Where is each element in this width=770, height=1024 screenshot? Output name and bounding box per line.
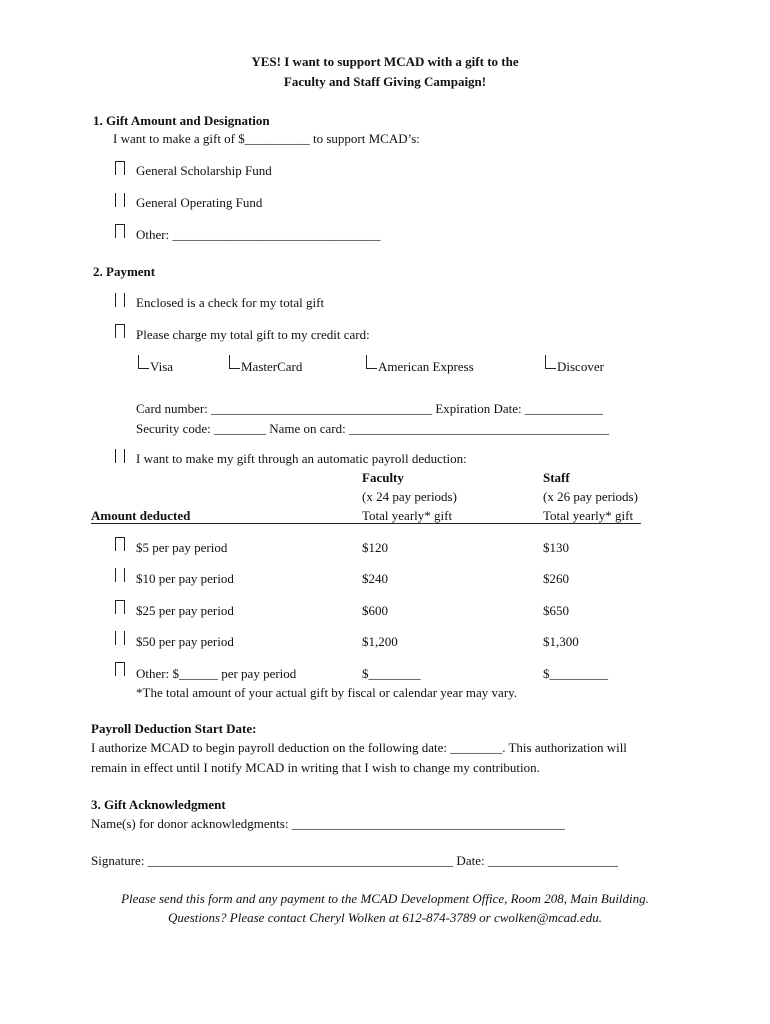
payroll-checkbox[interactable] xyxy=(115,449,125,463)
credit-card-label: Please charge my total gift to my credit card: xyxy=(136,327,370,342)
amex-checkbox[interactable] xyxy=(366,355,377,369)
row-faculty-total: $1,200 xyxy=(362,634,398,649)
row-amount: $10 per pay period xyxy=(136,571,234,586)
visa-checkbox[interactable] xyxy=(138,355,149,369)
check-checkbox[interactable] xyxy=(115,293,125,307)
section1-heading: 1. Gift Amount and Designation xyxy=(93,113,270,128)
staff-periods: (x 26 pay periods) xyxy=(543,489,638,504)
row-5-checkbox[interactable] xyxy=(115,537,125,551)
mastercard-label: MasterCard xyxy=(241,359,303,374)
faculty-header: Faculty xyxy=(362,470,404,485)
row-faculty-total: $240 xyxy=(362,571,388,586)
form-title-line1: YES! I want to support MCAD with a gift to the xyxy=(251,54,519,69)
row-faculty-total: $600 xyxy=(362,603,388,618)
operating-fund-label: General Operating Fund xyxy=(136,195,263,210)
row-amount-other[interactable]: Other: $______ per pay period xyxy=(136,666,297,681)
row-staff-total: $650 xyxy=(543,603,569,618)
footnote: *The total amount of your actual gift by fiscal or calendar year may vary. xyxy=(136,685,518,700)
gift-amount-line: I want to make a gift of $__________ to support MCAD’s: xyxy=(113,131,420,146)
discover-checkbox[interactable] xyxy=(545,355,556,369)
row-25-checkbox[interactable] xyxy=(115,600,125,614)
section3-heading: 3. Gift Acknowledgment xyxy=(91,797,226,812)
amount-deducted-header: Amount deducted xyxy=(91,508,191,523)
signature-line[interactable]: Signature: _______________________________________________ Date: ____________________ xyxy=(91,853,618,868)
payroll-start-heading: Payroll Deduction Start Date: xyxy=(91,721,257,736)
row-50-checkbox[interactable] xyxy=(115,631,125,645)
row-other-checkbox[interactable] xyxy=(115,662,125,676)
section2-heading: 2. Payment xyxy=(93,264,156,279)
card-number-line[interactable]: Card number: __________________________________ Expiration Date: ____________ xyxy=(136,401,603,416)
security-code-line[interactable]: Security code: ________ Name on card: ________________________________________ xyxy=(136,421,609,436)
operating-fund-checkbox[interactable] xyxy=(115,193,125,207)
row-staff-total: $1,300 xyxy=(543,634,579,649)
row-amount: $50 per pay period xyxy=(136,634,234,649)
faculty-total-header: Total yearly* gift xyxy=(362,508,453,523)
row-staff-other[interactable]: $_________ xyxy=(543,666,608,681)
staff-header: Staff xyxy=(543,470,570,485)
scholarship-fund-checkbox[interactable] xyxy=(115,161,125,175)
check-label: Enclosed is a check for my total gift xyxy=(136,295,325,310)
donor-names-line[interactable]: Name(s) for donor acknowledgments: __________________________________________ xyxy=(91,816,565,831)
credit-card-checkbox[interactable] xyxy=(115,324,125,338)
faculty-periods: (x 24 pay periods) xyxy=(362,489,457,504)
form-title-line2: Faculty and Staff Giving Campaign! xyxy=(283,74,487,89)
row-amount: $25 per pay period xyxy=(136,603,234,618)
payroll-label: I want to make my gift through an automatic payroll deduction: xyxy=(136,451,467,466)
row-faculty-total: $120 xyxy=(362,540,388,555)
row-10-checkbox[interactable] xyxy=(115,568,125,582)
row-staff-total: $260 xyxy=(543,571,569,586)
payroll-authorization-line2: remain in effect until I notify MCAD in writing that I wish to change my contribution. xyxy=(91,760,540,775)
table-header-rule xyxy=(91,523,641,524)
row-amount: $5 per pay period xyxy=(136,540,228,555)
amex-label: American Express xyxy=(378,359,474,374)
mastercard-checkbox[interactable] xyxy=(229,355,240,369)
row-faculty-other[interactable]: $________ xyxy=(362,666,421,681)
discover-label: Discover xyxy=(557,359,604,374)
payroll-authorization-line1[interactable]: I authorize MCAD to begin payroll deduction on the following date: ________. This authorization will xyxy=(91,740,627,755)
visa-label: Visa xyxy=(150,359,174,374)
footer-contact: Questions? Please contact Cheryl Wolken at 612-874-3789 or cwolken@mcad.edu. xyxy=(168,910,602,925)
footer-send-instructions: Please send this form and any payment to the MCAD Development Office, Room 208, Main Building. xyxy=(121,891,649,906)
row-staff-total: $130 xyxy=(543,540,569,555)
other-fund-checkbox[interactable] xyxy=(115,224,125,238)
scholarship-fund-label: General Scholarship Fund xyxy=(136,163,272,178)
other-fund-label: Other: ________________________________ xyxy=(136,227,381,242)
staff-total-header: Total yearly* gift xyxy=(543,508,634,523)
